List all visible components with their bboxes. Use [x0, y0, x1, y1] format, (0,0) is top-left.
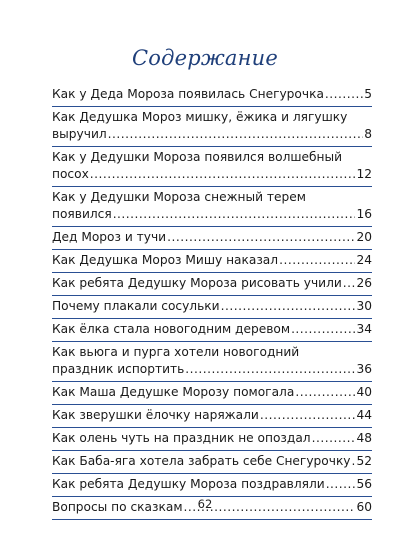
toc-entry-title-line: Как вьюга и пурга хотели новогодний	[52, 345, 300, 359]
toc-entry-title: Как ребята Дедушку Мороза рисовать учили	[52, 276, 342, 290]
toc-entry-line	[52, 166, 372, 183]
toc-entry-title-line: Как Дедушка Мороз мишку, ёжика и лягушку	[52, 110, 348, 124]
toc-entry-title: Как ёлка стала новогодним деревом	[52, 322, 291, 336]
toc-entry-line	[52, 476, 372, 493]
toc-entry-page: 16	[356, 207, 372, 221]
toc-entry-page: 40	[356, 385, 372, 399]
dot-leader	[108, 126, 364, 143]
toc-entry-line	[52, 361, 372, 378]
toc-entry-page: 60	[356, 500, 372, 514]
toc-entry	[52, 273, 372, 296]
toc-entry-line	[52, 275, 372, 292]
toc-entry-title-line: Как у Дедушки Мороза снежный терем	[52, 190, 306, 204]
toc-entry-page: 44	[356, 408, 372, 422]
toc-entry	[52, 319, 372, 342]
toc-entry	[52, 405, 372, 428]
page-number: 62	[197, 497, 213, 511]
table-of-contents	[52, 86, 372, 520]
toc-entry	[52, 250, 372, 273]
toc-entry-title-line: Как у Дедушки Мороза появился волшебный	[52, 150, 343, 164]
page-title: Содержание	[131, 46, 279, 70]
dot-leader	[325, 86, 363, 103]
toc-entry-title: Как зверушки ёлочку наряжали	[52, 408, 259, 422]
toc-entry-title: посох	[52, 167, 89, 181]
toc-entry-page: 36	[356, 362, 372, 376]
dot-leader	[260, 407, 356, 424]
toc-entry-line	[52, 453, 372, 470]
dot-leader	[312, 430, 356, 447]
toc-entry-title: Как Баба-яга хотела забрать себе Снегурочку	[52, 454, 351, 468]
toc-entry-title: появился	[52, 207, 112, 221]
toc-entry-title: Как Дедушка Мороз Мишу наказал	[52, 253, 279, 267]
dot-leader	[279, 252, 355, 269]
toc-entry-page: 20	[356, 230, 372, 244]
toc-entry-line	[52, 407, 372, 424]
toc-entry-line	[52, 298, 372, 315]
toc-entry-line	[52, 430, 372, 447]
toc-entry-page: 24	[356, 253, 372, 267]
dot-leader	[167, 229, 355, 246]
toc-entry-title: Дед Мороз и тучи	[52, 230, 167, 244]
toc-entry-page: 56	[356, 477, 372, 491]
toc-entry-title: Почему плакали сосульки	[52, 299, 220, 313]
toc-entry	[52, 86, 372, 107]
dot-leader	[295, 384, 355, 401]
toc-entry-line	[52, 86, 372, 103]
toc-entry-page: 52	[356, 454, 372, 468]
toc-entry-page: 34	[356, 322, 372, 336]
toc-entry	[52, 187, 372, 227]
toc-entry-line	[52, 252, 372, 269]
dot-leader	[343, 275, 356, 292]
toc-entry-page: 26	[356, 276, 372, 290]
toc-entry-title: Вопросы по сказкам	[52, 500, 183, 514]
toc-entry	[52, 451, 372, 474]
toc-entry-title: Как Маша Дедушке Морозу помогала	[52, 385, 295, 399]
toc-entry	[52, 107, 372, 147]
dot-leader	[90, 166, 356, 183]
toc-entry	[52, 474, 372, 497]
toc-entry	[52, 227, 372, 250]
toc-entry	[52, 342, 372, 382]
toc-entry	[52, 147, 372, 187]
toc-entry	[52, 296, 372, 319]
toc-entry-line	[52, 126, 372, 143]
dot-leader	[113, 206, 356, 223]
toc-entry	[52, 382, 372, 405]
toc-entry-page: 8	[364, 127, 372, 141]
toc-entry-title: Как ребята Дедушку Мороза поздравляли	[52, 477, 325, 491]
toc-entry	[52, 428, 372, 451]
toc-entry-title: праздник испортить	[52, 362, 185, 376]
toc-entry-line	[52, 229, 372, 246]
dot-leader	[221, 298, 356, 315]
dot-leader	[185, 361, 355, 378]
toc-entry-line	[52, 206, 372, 223]
toc-entry-page: 30	[356, 299, 372, 313]
dot-leader	[326, 476, 356, 493]
dot-leader	[352, 453, 356, 470]
toc-entry-title: Как олень чуть на праздник не опоздал	[52, 431, 311, 445]
toc-entry-page: 48	[356, 431, 372, 445]
dot-leader	[291, 321, 355, 338]
toc-entry-title: выручил	[52, 127, 107, 141]
toc-entry-line	[52, 384, 372, 401]
toc-entry-page: 12	[356, 167, 372, 181]
toc-entry-title: Как у Деда Мороза появилась Снегурочка	[52, 87, 324, 101]
toc-entry-line	[52, 321, 372, 338]
toc-entry-page: 5	[364, 87, 372, 101]
